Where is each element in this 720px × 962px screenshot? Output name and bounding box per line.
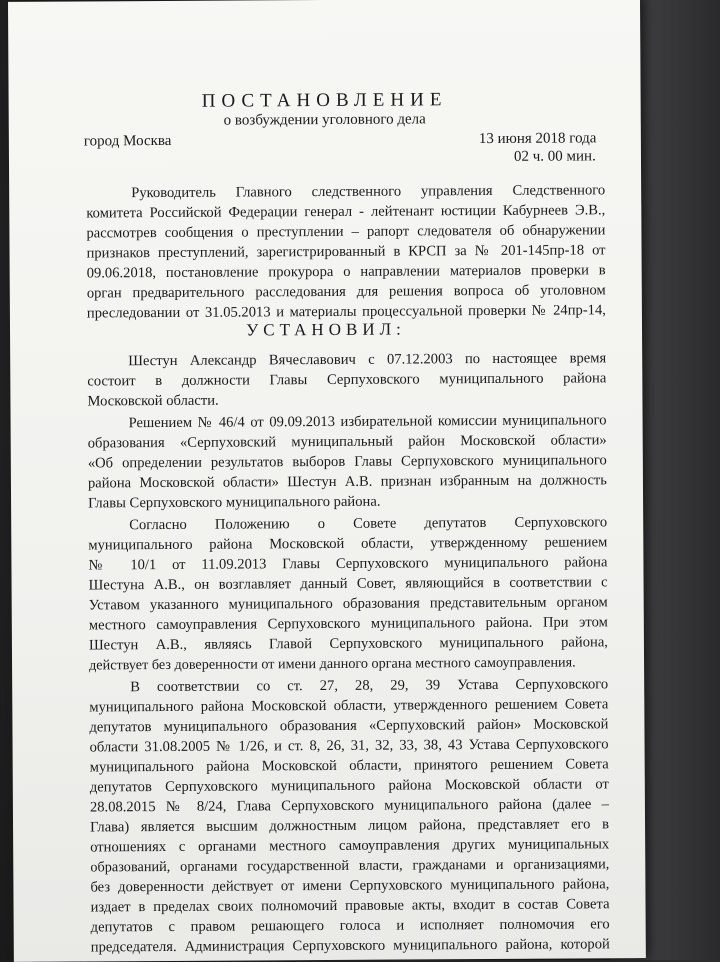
body-line: отношениях с органами местного самоуправления других муниципальных [90, 836, 610, 856]
body-line: председателя. Администрация Серпуховского муниципального района, которой [90, 936, 610, 956]
body-line: Главы Серпуховского муниципального района. [88, 493, 381, 512]
intro-line: преследовании от 31.05.2013 и материалы процессуальной проверки № 24пр-14, [86, 302, 606, 322]
body-line: образований, органами государственной власти, гражданами и организациями, [90, 856, 610, 876]
body-line: Глава) является высшим должностным лицом района, представляет его в [90, 816, 610, 836]
body-line: Шестун А.В., являясь Главой Серпуховского муниципального района, [88, 634, 608, 654]
document-title: ПОСТАНОВЛЕНИЕ [201, 89, 448, 112]
intro-line: комитета Российской Федерации генерал - лейтенант юстиции Кабурнеев Э.В., [86, 202, 606, 222]
body-line: депутатов Серпуховского муниципального района Московской области от [89, 776, 609, 796]
body-line: муниципального района Московской области, утвержденному решением [88, 534, 608, 554]
intro-line: рассмотрев сообщения о преступлении – рапорт следователя об обнаружении [86, 222, 606, 242]
intro-line: Руководитель Главного следственного управления Следственного [131, 182, 606, 202]
body-line: издает в пределах своих полномочий правовые акты, входит в состав Совета [90, 896, 610, 916]
body-line: «Об определении результатов выборов Главы Серпуховского муниципального [87, 452, 607, 472]
body-line: Московской области. [87, 392, 219, 410]
body-line: Шестун Александр Вячеславович с 07.12.2003 по настоящее время [128, 350, 607, 370]
body-line: образования «Серпуховский муниципальный район Московской области» [87, 432, 607, 452]
document-city: город Москва [83, 132, 172, 150]
body-line: депутатов с правом решающего голоса и исполняет полномочия его [90, 916, 610, 936]
body-line: Решением № 46/4 от 09.09.2013 избирательной комиссии муниципального [128, 412, 607, 432]
body-line: состоит в должности Главы Серпуховского муниципального района [87, 370, 607, 390]
document-time: 02 ч. 00 мин. [513, 148, 596, 165]
intro-line: признаков преступлений, зарегистрированный в КРСП за № 201-145пр-18 от [86, 242, 606, 262]
body-line: муниципального района Московской области, утвержденного решением Совета [89, 696, 609, 716]
body-line: действует без доверенности от имени данного органа местного самоуправления. [89, 654, 576, 674]
body-line: депутатов муниципального образования «Серпуховский район» Московской [89, 716, 609, 736]
body-line: области 31.08.2005 № 1/26, и ст. 8, 26, 31, 32, 33, 38, 43 Устава Серпуховского [89, 736, 609, 756]
body-line: муниципального района Московской области, принятого решением Совета [89, 756, 609, 776]
body-line: 28.08.2015 № 8/24, Глава Серпуховского муниципального района (далее – [89, 796, 609, 816]
intro-line: орган предварительного расследования для решения вопроса об уголовном [86, 282, 606, 302]
body-line: В соответствии со ст. 27, 28, 29, 39 Устава Серпуховского [130, 676, 609, 696]
document-page [8, 0, 646, 962]
body-line: без доверенности действует от имени Серпуховского муниципального района, [90, 876, 610, 896]
body-line: Уставом указанного муниципального образования представительным органом [88, 594, 608, 614]
intro-line: 09.06.2018, постановление прокурора о направлении материалов проверки в [86, 262, 606, 282]
body-line: местного самоуправления Серпуховского муниципального района. При этом [88, 614, 608, 634]
document-subtitle: о возбуждении уголовного дела [223, 111, 426, 129]
section-heading: УСТАНОВИЛ: [246, 319, 406, 340]
body-line: № 10/1 от 11.09.2013 Главы Серпуховского муниципального района [88, 554, 608, 574]
body-line: Шестуна А.В., он возглавляет данный Совет, являющийся в соответствии с [88, 574, 608, 594]
body-line: района Московской области» Шестун А.В. признан избранным на должность [87, 472, 607, 492]
body-line: Согласно Положению о Совете депутатов Серпуховского [129, 514, 608, 534]
document-date: 13 июня 2018 года [478, 130, 597, 148]
